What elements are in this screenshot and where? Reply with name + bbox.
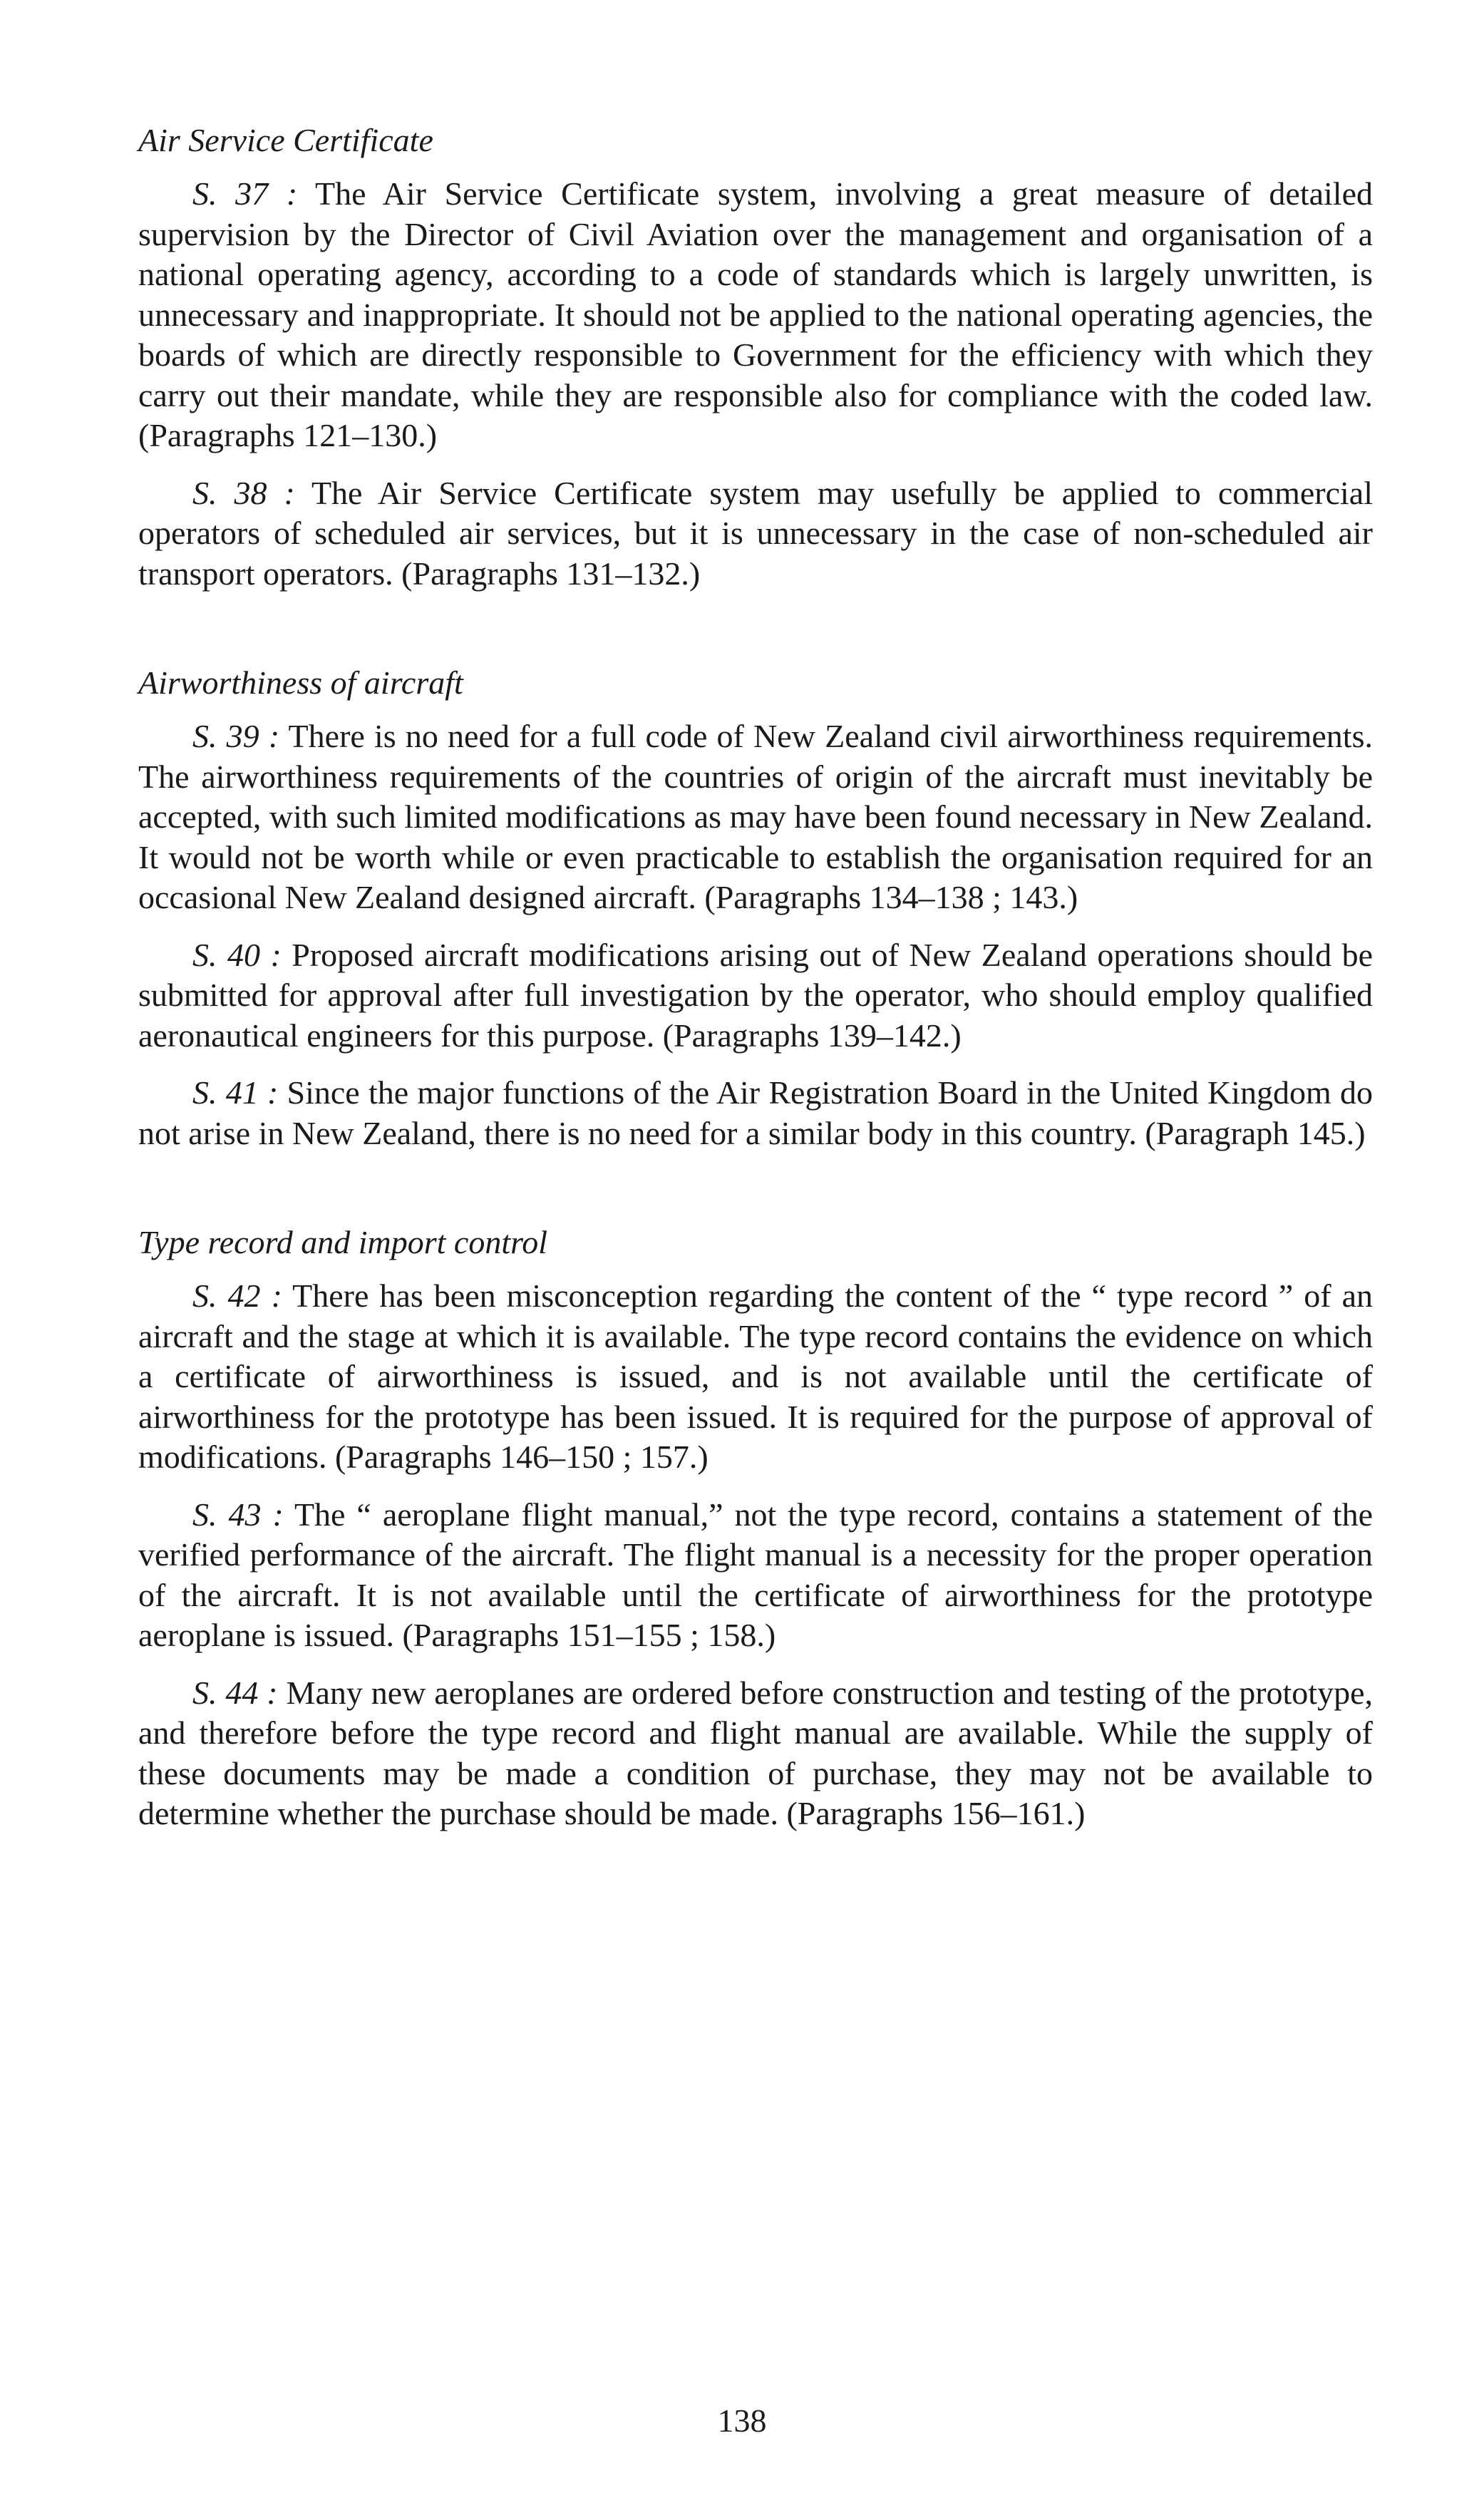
- paragraph-s43: [138, 1495, 1373, 1656]
- paragraph-ref: S. 38 :: [192, 474, 295, 511]
- section-heading: Air Service Certificate: [138, 122, 433, 158]
- paragraph-text: Proposed aircraft modifications arising out of New Zealand operations should be submitted for approval after full investigation by the operator, who should employ qualified aeronautical engineers for this purpose. (Paragraphs 139–142.): [138, 936, 1373, 1054]
- document-page: [138, 120, 1373, 1903]
- paragraph-ref: S. 44 :: [192, 1674, 278, 1711]
- paragraph-s42: [138, 1276, 1373, 1478]
- paragraph-text: The Air Service Certificate system, involving a great measure of detailed supervision by the Director of Civil Aviation over the management and organisation of a national operating agency, according to a code of standards which is largely unwritten, is unnecessary and inappropriate. It should not be applied to the national operating agencies, the boards of which are directly responsible to Government for the efficiency with which they carry out their mandate, while they are responsible also for compliance with the coded law. (Paragraphs 121–130.): [138, 175, 1373, 453]
- paragraph-s41: [138, 1073, 1373, 1153]
- paragraph-text: The Air Service Certificate system may usefully be applied to commercial operators of scheduled air services, but it is unnecessary in the case of non-scheduled air transport operators. (Paragraphs 131–132.): [138, 474, 1373, 592]
- paragraph-text: There is no need for a full code of New Zealand civil airworthiness requirements. The airworthiness requirements of the countries of origin of the aircraft must inevitably be accepted, with such limited modifications as may have been found necessary in New Zealand. It would not be worth while or even practicable to establish the organisation required for an occasional New Zealand designed aircraft. (Paragraphs 134–138 ; 143.): [138, 718, 1373, 915]
- paragraph-text: There has been misconception regarding the content of the “ type record ” of an aircraft and the stage at which it is available. The type record contains the evidence on which a certificate of airworthiness is issued, and is not available until the certificate of airworthiness for the prototype has been issued. It is required for the purpose of approval of modifications. (Paragraphs 146–150 ; 157.): [138, 1277, 1373, 1475]
- paragraph-s40: [138, 935, 1373, 1056]
- page-number: 138: [717, 2402, 767, 2439]
- paragraph-ref: S. 37 :: [192, 175, 298, 212]
- paragraph-s44: [138, 1673, 1373, 1834]
- paragraph-s39: [138, 716, 1373, 918]
- paragraph-s37: [138, 174, 1373, 456]
- paragraph-ref: S. 41 :: [192, 1074, 279, 1111]
- section-heading: Type record and import control: [138, 1224, 548, 1260]
- paragraph-s38: [138, 473, 1373, 595]
- paragraph-ref: S. 39 :: [192, 718, 280, 754]
- paragraph-ref: S. 42 :: [192, 1277, 282, 1314]
- section-airworthiness-of-aircraft: [138, 662, 1373, 1153]
- section-air-service-certificate: [138, 120, 1373, 594]
- paragraph-ref: S. 43 :: [192, 1496, 284, 1533]
- section-type-record-and-import-control: [138, 1222, 1373, 1834]
- paragraph-text: The “ aeroplane flight manual,” not the type record, contains a statement of the verified performance of the aircraft. The flight manual is a necessity for the proper operation of the aircraft. It is not available until the certificate of airworthiness for the prototype aeroplane is issued. (Paragraphs 151–155 ; 158.): [138, 1496, 1373, 1653]
- paragraph-text: Since the major functions of the Air Registration Board in the United Kingdom do not arise in New Zealand, there is no need for a similar body in this country. (Paragraph 145.): [138, 1074, 1373, 1151]
- paragraph-ref: S. 40 :: [192, 936, 282, 973]
- section-heading: Airworthiness of aircraft: [138, 664, 463, 701]
- paragraph-text: Many new aeroplanes are ordered before construction and testing of the prototype, and therefore before the type record and flight manual are available. While the supply of these documents may be made a condition of purchase, they may not be available to determine whether the purchase should be made. (Paragraphs 156–161.): [138, 1674, 1374, 1831]
